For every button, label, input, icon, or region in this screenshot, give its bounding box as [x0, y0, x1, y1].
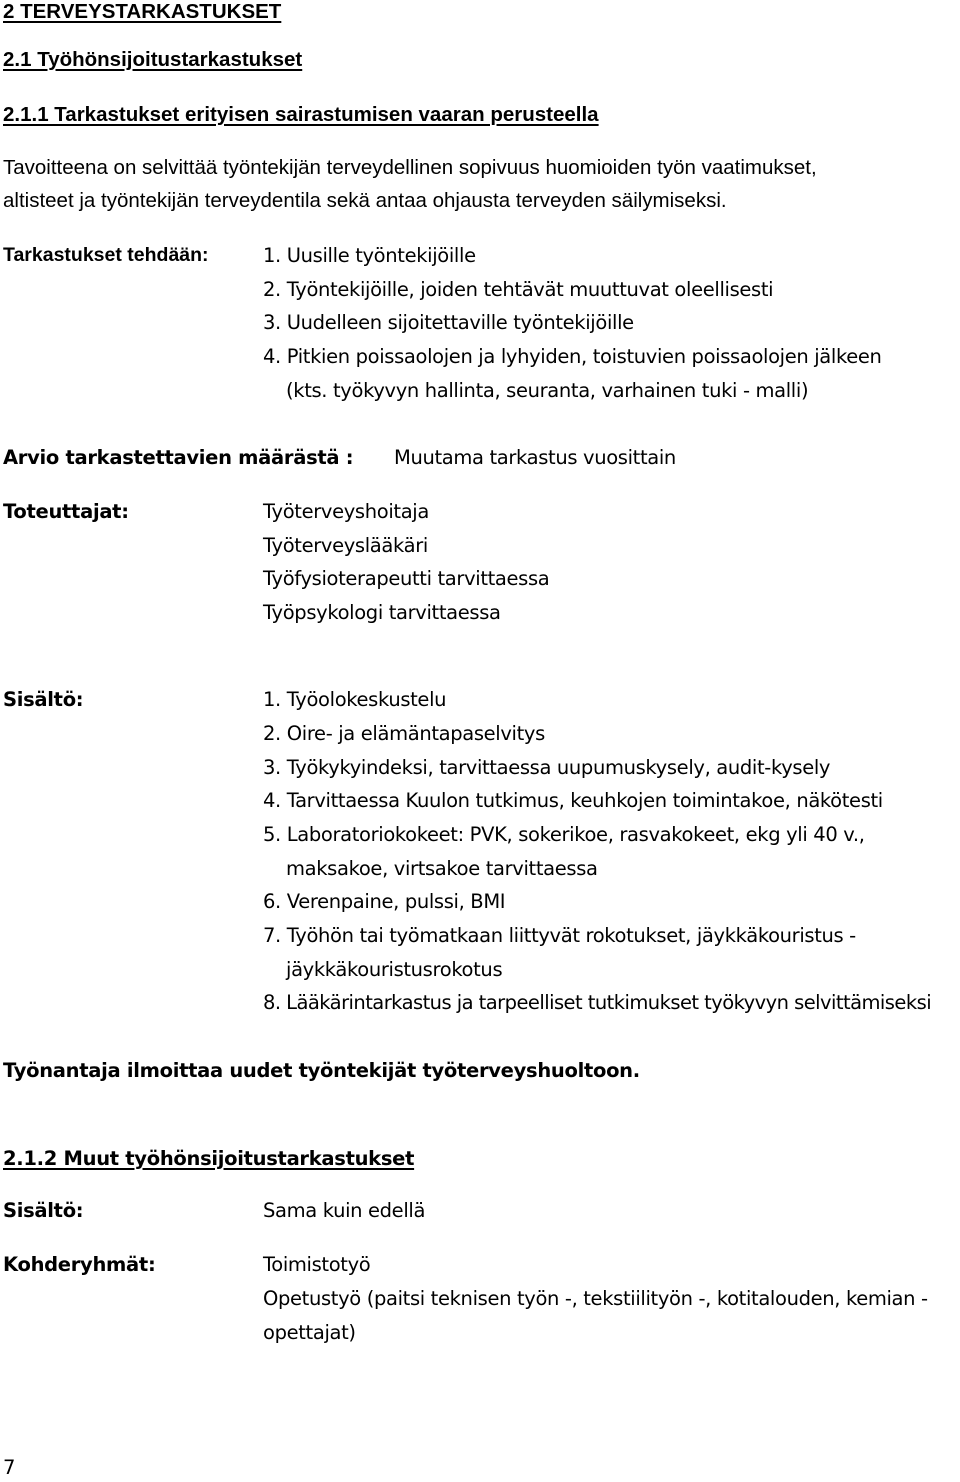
arvio-value: Muutama tarkastus vuosittain [394, 446, 676, 469]
heading-level-1: 2 TERVEYSTARKASTUKSET [3, 0, 282, 23]
toteuttajat-label: Toteuttajat: [3, 500, 129, 523]
sisalto-item-3: 3. Työkykyindeksi, tarvittaessa uupumuskysely, audit-kysely [263, 756, 831, 779]
sisalto-item-7-cont: jäykkäkouristusrokotus [286, 958, 503, 981]
intro-line-1: Tavoitteena on selvittää työntekijän terveydellinen sopivuus huomioiden työn vaatimukset, [3, 156, 817, 179]
sisalto-item-5: 5. Laboratoriokokeet: PVK, sokerikoe, rasvakokeet, ekg yli 40 v., [263, 823, 865, 846]
toteuttaja-item: Työterveyshoitaja [263, 500, 429, 523]
tehdaan-item-1: 1. Uusille työntekijöille [263, 244, 476, 267]
sisalto-item-5-cont: maksakoe, virtsakoe tarvittaessa [286, 857, 598, 880]
muut-sisalto-value: Sama kuin edellä [263, 1199, 426, 1222]
sisalto-item-4: 4. Tarvittaessa Kuulon tutkimus, keuhkojen toimintakoe, näkötesti [263, 789, 883, 812]
kohderyhma-item: Opetustyö (paitsi teknisen työn -, tekstiilityön -, kotitalouden, kemian - [263, 1287, 928, 1310]
toteuttaja-item: Työfysioterapeutti tarvittaessa [263, 567, 550, 590]
tehdaan-item-4-cont: (kts. työkyvyn hallinta, seuranta, varhainen tuki - malli) [286, 379, 809, 402]
sisalto-item-6: 6. Verenpaine, pulssi, BMI [263, 890, 506, 913]
sisalto-label: Sisältö: [3, 688, 84, 711]
tehdaan-item-4: 4. Pitkien poissaolojen ja lyhyiden, toistuvien poissaolojen jälkeen [263, 345, 882, 368]
kohderyhma-item: opettajat) [263, 1321, 356, 1344]
heading-level-3: 2.1.1 Tarkastukset erityisen sairastumisen vaaran perusteella [3, 103, 599, 126]
page-number: 7 [3, 1456, 16, 1479]
sisalto-item-8: 8. Lääkärintarkastus ja tarpeelliset tutkimukset työkyvyn selvittämiseksi [263, 991, 932, 1014]
sisalto-item-2: 2. Oire- ja elämäntapaselvitys [263, 722, 545, 745]
tehdaan-item-2: 2. Työntekijöille, joiden tehtävät muuttuvat oleellisesti [263, 278, 774, 301]
toteuttaja-item: Työterveyslääkäri [263, 534, 428, 557]
heading-level-3-muut: 2.1.2 Muut työhönsijoitustarkastukset [3, 1147, 415, 1170]
heading-level-2: 2.1 Työhönsijoitustarkastukset [3, 48, 303, 71]
tehdaan-item-3: 3. Uudelleen sijoitettaville työntekijöille [263, 311, 634, 334]
employer-notice: Työnantaja ilmoittaa uudet työntekijät työterveyshuoltoon. [3, 1059, 640, 1082]
intro-line-2: altisteet ja työntekijän terveydentila sekä antaa ohjausta terveyden säilymiseksi. [3, 189, 727, 212]
muut-sisalto-label: Sisältö: [3, 1199, 84, 1222]
sisalto-item-7: 7. Työhön tai työmatkaan liittyvät rokotukset, jäykkäkouristus - [263, 924, 856, 947]
kohderyhma-item: Toimistotyö [263, 1253, 371, 1276]
sisalto-item-1: 1. Työolokeskustelu [263, 688, 447, 711]
toteuttaja-item: Työpsykologi tarvittaessa [263, 601, 501, 624]
arvio-label: Arvio tarkastettavien määrästä : [3, 446, 354, 469]
tehdaan-label: Tarkastukset tehdään: [3, 244, 209, 266]
kohderyhmat-label: Kohderyhmät: [3, 1253, 156, 1276]
